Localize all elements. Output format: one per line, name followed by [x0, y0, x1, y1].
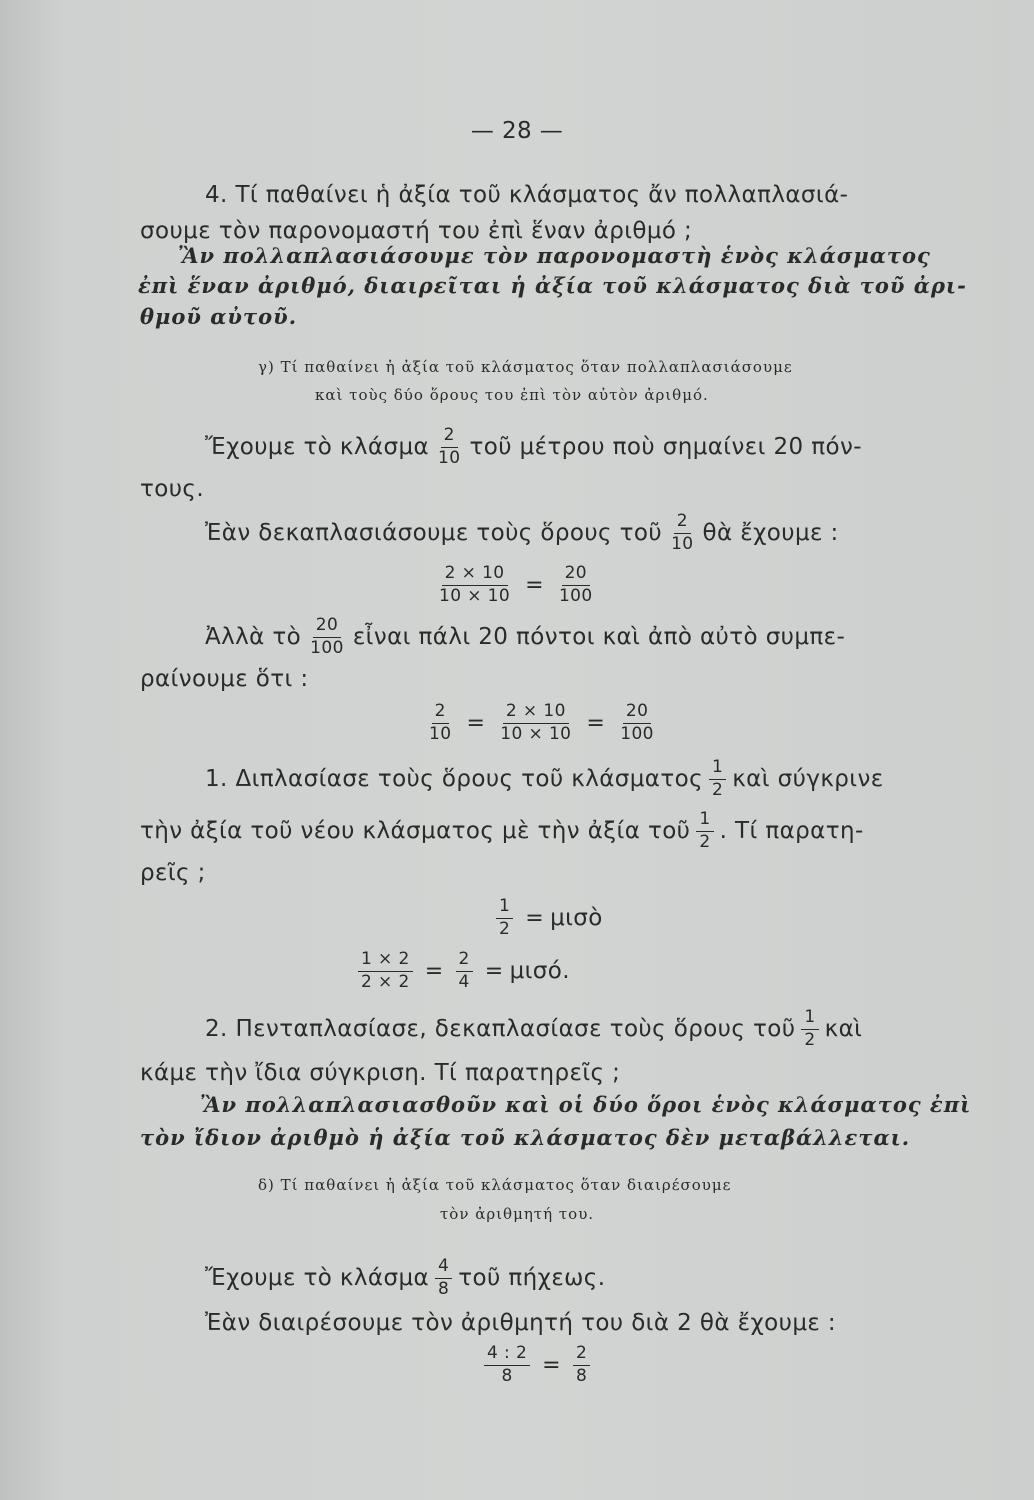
q4-rule-line2: ἐπὶ ἕναν ἀριθμό, διαιρεῖται ἡ ἀξία τοῦ κλάσματος διὰ τοῦ ἀρι-: [138, 273, 967, 298]
section-d-heading-line2: τὸν ἀριθμητή του.: [440, 1205, 595, 1223]
frac-den: 8: [438, 1278, 450, 1299]
p1-pre: Ἔχουμε τὸ κλάσμα: [205, 434, 430, 460]
fraction: [358, 948, 413, 992]
frac-num: 20: [562, 565, 590, 586]
q4-rule-line1: Ἂν πολλαπλασιάσουμε τὸν παρονομαστὴ ἑνὸς κλάσματος: [178, 243, 931, 268]
ex2-line1: [205, 1006, 862, 1052]
p2-line: [205, 510, 839, 556]
p4-pre: Ἔχουμε τὸ κλάσμα: [205, 1265, 430, 1291]
equals-sign: =: [484, 958, 504, 984]
equals-sign: =: [424, 958, 444, 984]
frac-den: 2: [712, 779, 724, 800]
p2-pre: Ἐὰν δεκαπλασιάσουμε τοὺς ὅρους τοῦ: [205, 520, 663, 546]
frac-num: 2: [573, 1345, 590, 1366]
section-g-heading-line1: γ) Τί παθαίνει ἡ ἀξία τοῦ κλάσματος ὅταν πολλαπλασιάσουμε: [258, 358, 793, 376]
ex1-post: καὶ σύγκρινε: [732, 766, 884, 792]
p2-post: θὰ ἔχουμε :: [702, 520, 839, 546]
p4-post: τοῦ πήχεως.: [458, 1265, 606, 1291]
frac-num: 1: [709, 759, 726, 780]
p1-line2: τους.: [140, 476, 205, 502]
p1-post: τοῦ μέτρου ποὺ σημαίνει 20 πόν-: [469, 434, 862, 460]
frac-den: 8: [576, 1365, 588, 1386]
frac-num: 4: [435, 1258, 452, 1279]
frac-num: 1: [801, 1009, 818, 1030]
q4-line2: σουμε τὸν παρονομαστή του ἐπὶ ἕναν ἀριθμό ;: [140, 218, 693, 244]
frac-num: 20: [623, 703, 651, 724]
fraction: [573, 1342, 590, 1386]
frac-den: 2: [699, 831, 711, 852]
frac-num: 2: [441, 427, 458, 448]
ex2-post: καὶ: [824, 1016, 863, 1042]
p3-line2: ραίνουμε ὅτι :: [140, 666, 309, 692]
frac-den: 100: [310, 637, 344, 658]
ex1-line2: [140, 808, 864, 854]
ex1-line3: ρεῖς ;: [140, 860, 206, 886]
frac-den: 2 × 2: [361, 971, 410, 992]
p4-line: [205, 1255, 605, 1301]
section-d-heading-line1: δ) Τί παθαίνει ἡ ἀξία τοῦ κλάσματος ὅταν διαιρέσουμε: [258, 1176, 732, 1194]
fraction: [496, 895, 513, 939]
q4-rule-line3: θμοῦ αὐτοῦ.: [140, 304, 298, 329]
fraction: [484, 1342, 530, 1386]
fraction-1-2: [709, 756, 726, 800]
word-half: μισό.: [509, 958, 570, 984]
fraction: [436, 562, 513, 606]
p3-line1: [205, 614, 845, 660]
frac-num: 20: [313, 617, 341, 638]
frac-num: 2 × 10: [503, 703, 569, 724]
fraction-4-8: [435, 1255, 452, 1299]
equation-3: [490, 893, 603, 943]
frac-num: 1 × 2: [358, 951, 413, 972]
frac-num: 2 × 10: [442, 565, 508, 586]
equals-sign: =: [525, 905, 545, 931]
frac-num: 4 : 2: [484, 1345, 530, 1366]
ex1-l2-post: . Τί παρατη-: [719, 818, 864, 844]
equation-1: [430, 560, 602, 610]
fraction: [617, 700, 657, 744]
frac-den: 10 × 10: [439, 585, 511, 606]
frac-num: 1: [496, 898, 513, 919]
word-half: μισὸ: [550, 905, 603, 931]
frac-den: 8: [501, 1365, 513, 1386]
equation-4: [352, 946, 570, 996]
ex2-rule-line1: Ἂν πολλαπλασιασθοῦν καὶ οἱ δύο ὅροι ἑνὸς κλάσματος ἐπὶ: [200, 1092, 972, 1117]
frac-num: 1: [696, 811, 713, 832]
section-g-heading-line2: καὶ τοὺς δύο ὅρους του ἐπὶ τὸν αὐτὸν ἀριθμό.: [315, 386, 709, 404]
equals-sign: =: [586, 710, 606, 736]
equation-5: [478, 1340, 596, 1390]
frac-den: 100: [620, 723, 654, 744]
ex2-pre: 2. Πενταπλασίασε, δεκαπλασίασε τοὺς ὅρους τοῦ: [205, 1016, 796, 1042]
frac-den: 10: [671, 533, 694, 554]
frac-num: 2: [432, 703, 449, 724]
ex2-line2: κάμε τὴν ἴδια σύγκριση. Τί παρατηρεῖς ;: [140, 1060, 621, 1086]
fraction-20-100: [307, 614, 347, 658]
fraction-1-2: [696, 808, 713, 852]
p3-post: εἶναι πάλι 20 πόντοι καὶ ἀπὸ αὐτὸ συμπε-: [352, 624, 846, 650]
frac-den: 2: [804, 1029, 816, 1050]
ex2-rule-line2: τὸν ἴδιον ἀριθμὸ ἡ ἀξία τοῦ κλάσματος δὲν μεταβάλλεται.: [140, 1125, 911, 1150]
fraction: [456, 948, 473, 992]
fraction: [426, 700, 454, 744]
equals-sign: =: [525, 572, 544, 598]
p1-line1: [205, 424, 862, 470]
p5-line: Ἐὰν διαιρέσουμε τὸν ἀριθμητή του διὰ 2 θὰ ἔχουμε :: [205, 1310, 837, 1336]
fraction: [497, 700, 574, 744]
fraction-2-10: [668, 510, 696, 554]
frac-den: 10 × 10: [500, 723, 572, 744]
frac-den: 10: [429, 723, 452, 744]
page-number: — 28 —: [470, 118, 564, 144]
fraction-2-10: [435, 424, 463, 468]
equals-sign: =: [542, 1352, 562, 1378]
frac-den: 2: [499, 918, 511, 939]
q4-line1: 4. Τί παθαίνει ἡ ἀξία τοῦ κλάσματος ἄν πολλαπλασιά-: [205, 182, 849, 208]
fraction: [556, 562, 596, 606]
fraction-1-2: [801, 1006, 818, 1050]
frac-den: 4: [458, 971, 470, 992]
ex1-pre: 1. Διπλασίασε τοὺς ὅρους τοῦ κλάσματος: [205, 766, 703, 792]
frac-num: 2: [456, 951, 473, 972]
p3-pre: Ἀλλὰ τὸ: [205, 624, 302, 650]
frac-num: 2: [674, 513, 691, 534]
frac-den: 10: [438, 447, 461, 468]
equals-sign: =: [466, 710, 486, 736]
ex1-line1: [205, 756, 884, 802]
ex1-l2-pre: τὴν ἀξία τοῦ νέου κλάσματος μὲ τὴν ἀξία τοῦ: [140, 818, 691, 844]
equation-2: [420, 698, 663, 748]
frac-den: 100: [558, 585, 593, 606]
